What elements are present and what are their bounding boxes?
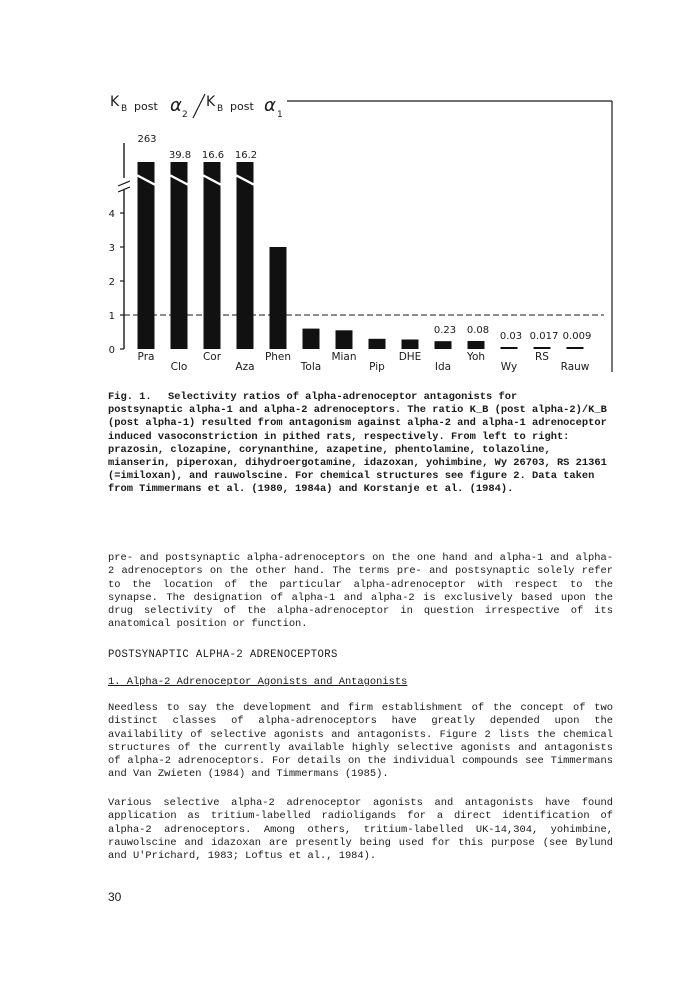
figure-caption <box>108 391 613 497</box>
title-sub-2: 2 <box>182 110 188 120</box>
caption-body: postsynaptic alpha-1 and alpha-2 adrenoceptors. The ratio K_B (post alpha-2)/K_B (post alpha-1) resulted from antagonism against alpha-2 and alpha-1 adrenoceptor induced vasoconstriction in pithed rats, respectively. From left to right: prazosin, clozapine, corynanthine, azapetine, phentolamine, tolazoline, mianserin, piperoxan, dihydroergotamine, idazoxan, yohimbine, Wy 26703, RS 21361 (=imiloxan), and rauwolscine. For chemical structures see figure 2. Data taken from Timmermans et al. (1980, 1984a) and Korstanje et al. (1984). <box>108 404 607 496</box>
bar <box>402 339 419 349</box>
y-tick-label: 3 <box>108 243 115 254</box>
title-alpha-2: α <box>264 95 276 116</box>
bar-value-label: 39.8 <box>168 150 192 161</box>
category-label: Aza <box>235 361 255 373</box>
paragraph-2: Needless to say the development and firm establishment of the concept of two distinct classes of alpha-adrenoceptors have greatly depended upon the availability of selective agonists and antagonists. Figure 2 lists the chemical structures of the currently available highly selective agonists and antagonists of alpha-2 adrenoceptors. For details on the individual compounds see Timmermans and Van Zwieten (1984) and Timmermans (1985). <box>108 702 613 781</box>
category-label: Pra <box>137 351 155 363</box>
bar <box>204 162 221 349</box>
y-tick-label: 1 <box>108 311 115 322</box>
bar-value-label: 263 <box>137 134 157 145</box>
bar-value-label: 0.03 <box>499 331 523 342</box>
paragraph-3: Various selective alpha-2 adrenoceptor agonists and antagonists have found application as tritium-labelled radioligands for a direct identification of alpha-2 adrenoceptors. Among others, tritium-labelled UK-14,304, yohimbine, rauwolscine and idazoxan are presently being used for this purpose (see Bylund and U'Prichard, 1983; Loftus et al., 1984). <box>108 797 613 863</box>
figure-label: Fig. 1. <box>108 391 152 403</box>
selectivity-bar-chart <box>0 0 689 390</box>
title-sub-b: B <box>121 104 128 114</box>
bar <box>567 347 584 349</box>
caption-first-line: Selectivity ratios of alpha-adrenoceptor antagonists for <box>168 391 518 403</box>
category-label: Wy <box>500 361 518 373</box>
bar <box>534 347 551 349</box>
title-slash <box>193 94 205 118</box>
category-label: Phen <box>264 351 292 363</box>
bar <box>369 339 386 349</box>
bar <box>303 329 320 349</box>
category-label: Rauw <box>560 361 590 373</box>
bar <box>468 341 485 349</box>
bar-value-label: 0.08 <box>466 325 490 336</box>
bar <box>336 330 353 349</box>
title-post-1: post <box>134 100 158 113</box>
title-sub-1: 1 <box>277 110 283 120</box>
category-label: Tola <box>300 361 322 373</box>
title-post-2: post <box>230 100 254 113</box>
bar <box>138 162 155 349</box>
bar <box>435 341 452 349</box>
category-label: Yoh <box>466 351 486 363</box>
bar-value-label: 16.2 <box>234 150 258 161</box>
category-label: Clo <box>170 361 188 373</box>
category-label: Mian <box>331 351 357 363</box>
y-tick-label: 2 <box>108 277 115 288</box>
bar-value-label: 0.017 <box>529 331 559 342</box>
category-label: Cor <box>202 351 222 363</box>
title-kb: K <box>110 94 120 110</box>
y-tick-label: 0 <box>108 345 115 356</box>
y-tick-label: 4 <box>108 209 115 220</box>
chart-title <box>110 94 283 120</box>
bar <box>171 162 188 349</box>
title-sub-b-2: B <box>217 104 224 114</box>
bar <box>270 247 287 349</box>
y-axis-break-mark <box>118 181 130 186</box>
section-heading: POSTSYNAPTIC ALPHA-2 ADRENOCEPTORS <box>108 649 338 661</box>
subsection-heading: 1. Alpha-2 Adrenoceptor Agonists and Antagonists <box>108 676 408 688</box>
bar-value-label: 16.6 <box>201 150 225 161</box>
page-number: 30 <box>108 890 122 904</box>
bar-value-label: 0.009 <box>562 331 592 342</box>
title-alpha-1: α <box>170 95 182 116</box>
bar <box>237 162 254 349</box>
category-label: RS <box>535 351 549 363</box>
category-label: Pip <box>369 361 385 373</box>
bar-value-label: 0.23 <box>433 325 457 337</box>
bar-series <box>137 162 584 349</box>
category-label: Ida <box>434 361 452 373</box>
bar <box>501 347 518 349</box>
category-label: DHE <box>398 351 422 363</box>
title-kb-2: K <box>206 94 216 110</box>
paragraph-1: pre- and postsynaptic alpha-adrenoceptors on the one hand and alpha-1 and alpha-2 adrenoceptors on the other hand. The terms pre- and postsynaptic solely refer to the location of the particular alpha-adrenoceptor with respect to the synapse. The designation of alpha-1 and alpha-2 is exclusively based upon the drug selectivity of the alpha-adrenoceptor in question irrespective of its anatomical position or function. <box>108 552 613 631</box>
